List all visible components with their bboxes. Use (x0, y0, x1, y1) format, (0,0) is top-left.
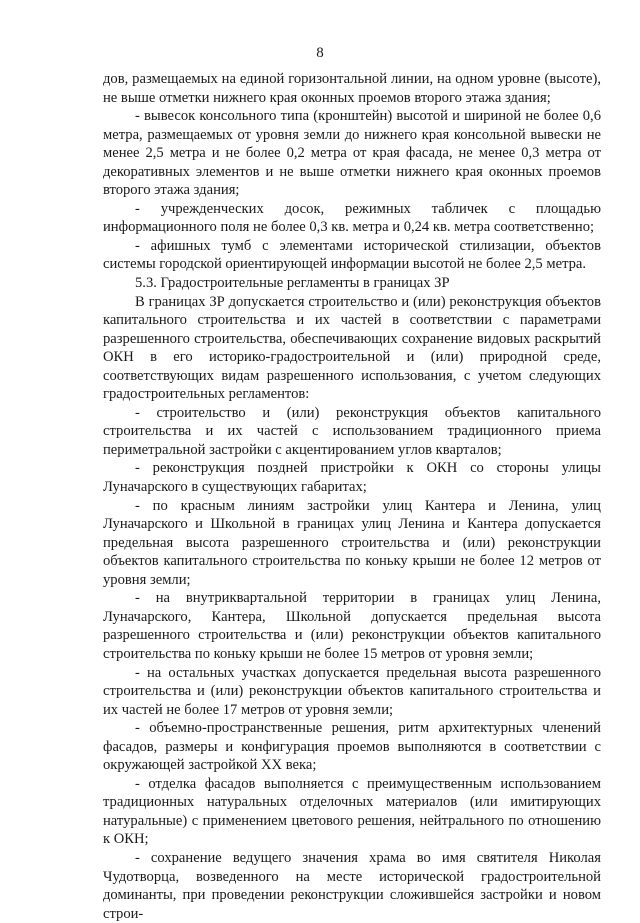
list-item-height-12m: - по красным линиям застройки улиц Кантера и Ленина, улиц Луначарского и Школьной в границах улиц Ленина и Кантера допускается предельная высота разрешенного строительства и (или) реконструкции объектов капитального строительства по коньку крыши не более 12 метров от уровня земли; (103, 497, 601, 588)
list-item-annex-reconstruction: - реконструкция поздней пристройки к ОКН со стороны улицы Луначарского в существующих габаритах; (103, 460, 601, 496)
paragraph-zr-intro: В границах ЗР допускается строительство и (или) реконструкция объектов капитального строительства и их частей в соответствии с параметрами разрешенного строительства, обеспечивающих сохранение видовых раскрытий ОКН в его историко-градостроительной и (или) природной среде, соответствующих видам разрешенного использования, с учетом следующих градостроительных регламентов: (103, 293, 601, 403)
list-item-facade-finishing: - отделка фасадов выполняется с преимущественным использованием традиционных натуральных отделочных материалов (или имитирующих натуральные) с применением цветового решения, нейтрального по отношению к ОКН; (103, 775, 601, 848)
list-item-volumetric-solutions: - объемно-пространственные решения, ритм архитектурных членений фасадов, размеры и конфигурация проемов выполняются в соответствии с окружающей застройкой XX века; (103, 720, 601, 774)
page-number: 8 (316, 45, 324, 61)
list-item-height-17m: - на остальных участках допускается предельная высота разрешенного строительства и (или) реконструкции объектов капитального строительства и их частей не более 17 метров от уровня земли; (103, 664, 601, 718)
paragraph-continuation: дов, размещаемых на единой горизонтальной линии, на одном уровне (высоте), не выше отметки нижнего края оконных проемов второго этажа здания; (103, 71, 601, 106)
document-body (103, 70, 601, 923)
list-item-temple-dominance: - сохранение ведущего значения храма во имя святителя Николая Чудотворца, возведенного на месте исторической градостроительной доминанты, при проведении реконструкции сложившейся застройки и новом строи- (103, 849, 601, 922)
list-item-poster-columns: - афишных тумб с элементами исторической стилизации, объектов системы городской ориентирующей информации высотой не более 2,5 метра. (103, 237, 601, 273)
list-item-height-15m: - на внутриквартальной территории в границах улиц Ленина, Луначарского, Кантера, Школьной допускается предельная высота разрешенного строительства и (или) реконструкции объектов капитального строительства по коньку крыши не более 15 метров от уровня земли; (103, 590, 601, 662)
list-item-institutional-boards: - учрежденческих досок, режимных табличек с площадью информационного поля не более 0,3 кв. метра и 0,24 кв. метра соответственно; (103, 200, 601, 236)
list-item-console-signs: - вывесок консольного типа (кронштейн) высотой и шириной не более 0,6 метра, размещаемых от уровня земли до нижнего края консольной вывески не менее 2,5 метра и не более 0,2 метра от края фасада, не менее 0,3 метра от декоративных элементов и не выше отметки нижнего края оконных проемов второго этажа здания; (103, 108, 601, 199)
list-item-perimeter-building: - строительство и (или) реконструкция объектов капитального строительства и их частей с использованием традиционного приема периметральной застройки с акцентированием углов кварталов; (103, 404, 601, 458)
section-heading-5-3: 5.3. Градостроительные регламенты в границах ЗР (135, 275, 450, 292)
